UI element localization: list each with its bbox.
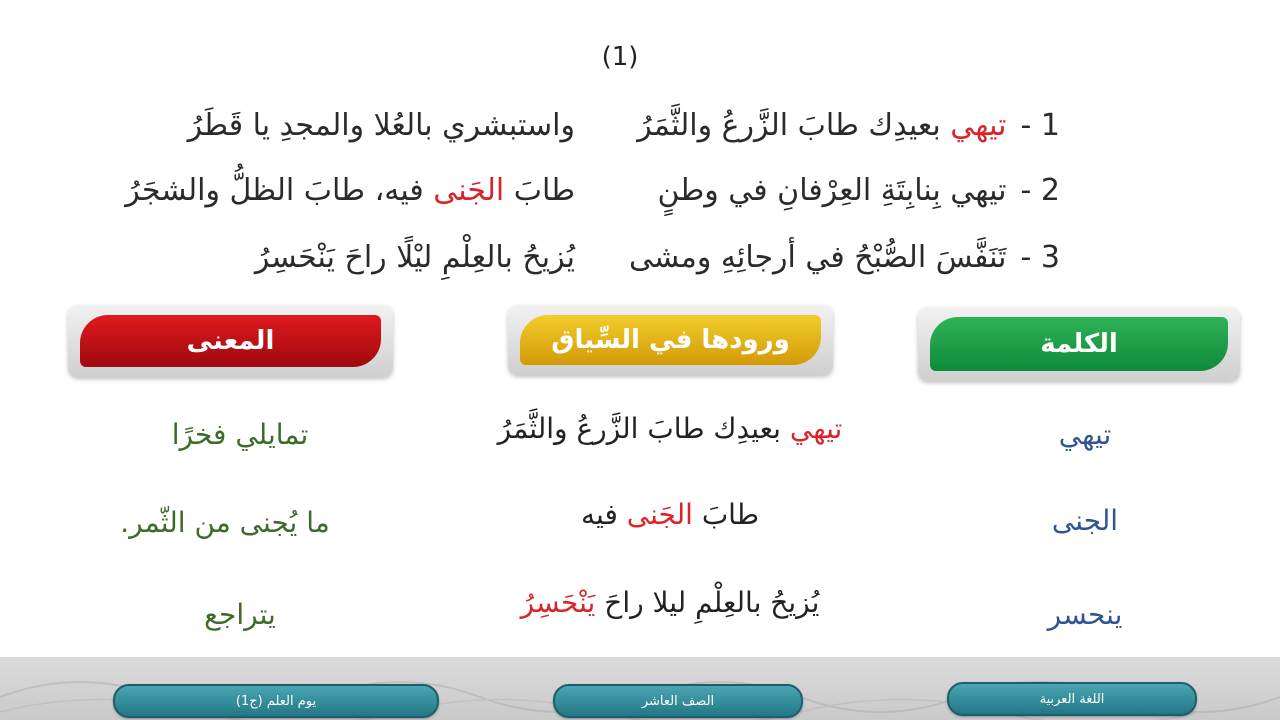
context-header-frame	[508, 305, 833, 375]
word-cell: تيهي	[1058, 418, 1112, 451]
context-highlight: يَنْحَسِرُ	[520, 586, 596, 619]
verse-3-number: 3 -	[1020, 240, 1060, 275]
word-header: الكلمة	[930, 317, 1228, 371]
footer-bar	[0, 657, 1280, 720]
verse-1-highlight: تيهي	[950, 108, 1007, 143]
subject-button[interactable]: اللغة العربية	[947, 682, 1197, 716]
verse-2-second-pre: طابَ	[504, 173, 575, 208]
word-cell: ينحسر	[1047, 598, 1123, 631]
verse-2-second-hemistich	[125, 173, 575, 208]
word-cell: الجنى	[1051, 504, 1119, 537]
context-highlight: الجَنى	[626, 498, 693, 531]
verse-3-first-text: تَنَفَّسَ الصُّبْحُ في أرجائِهِ ومشى	[629, 240, 1007, 275]
verse-3-second-text: يُزيحُ بالعِلْمِ ليْلًا راحَ يَنْحَسِرُ	[254, 240, 575, 275]
verse-2-first-hemistich	[658, 173, 1060, 208]
verse-2-number: 2 -	[1020, 173, 1060, 208]
verse-1-first-text: بعيدِك طابَ الزَّرعُ والثَّمَرُ	[637, 108, 951, 143]
context-text: يُزيحُ بالعِلْمِ ليلا راحَ	[595, 586, 820, 619]
verse-3-second-hemistich	[255, 240, 575, 275]
context-cell	[440, 586, 900, 619]
context-text-post: فيه	[581, 498, 627, 531]
context-text: بعيدِك طابَ الزَّرعُ والثَّمَرُ	[497, 412, 790, 445]
verse-1-first-hemistich	[637, 108, 1060, 143]
poem-number: (1)	[601, 42, 639, 72]
verse-1-number: 1 -	[1020, 108, 1060, 143]
context-cell	[440, 412, 900, 445]
verse-2-first-text: تيهي بِنابِتَةِ العِرْفانِ في وطنٍ	[657, 173, 1007, 208]
word-header-frame	[918, 307, 1240, 381]
lesson-button[interactable]: يوم العلم (ج1)	[113, 684, 439, 718]
meaning-cell: يتراجع	[204, 598, 276, 631]
context-highlight: تيهي	[789, 412, 843, 445]
verse-2-second-post: فيه، طابَ الظلُّ والشجَرُ	[125, 173, 434, 208]
meaning-cell: ما يُجنى من الثّمر.	[120, 506, 330, 539]
context-header: ورودها في السِّياق	[520, 315, 821, 365]
verse-2-highlight: الجَنى	[433, 173, 505, 208]
context-cell	[440, 498, 900, 531]
meaning-header: المعنى	[80, 315, 381, 367]
context-text-pre: طابَ	[692, 498, 759, 531]
grade-button[interactable]: الصف العاشر	[553, 684, 803, 718]
meaning-cell: تمايلي فخرًا	[171, 418, 309, 451]
meaning-header-frame	[68, 305, 393, 377]
verse-1-second-hemistich	[188, 108, 575, 143]
verse-3-first-hemistich	[629, 240, 1060, 275]
verse-1-second-text: واستبشري بالعُلا والمجدِ يا قَطَرُ	[187, 108, 575, 143]
